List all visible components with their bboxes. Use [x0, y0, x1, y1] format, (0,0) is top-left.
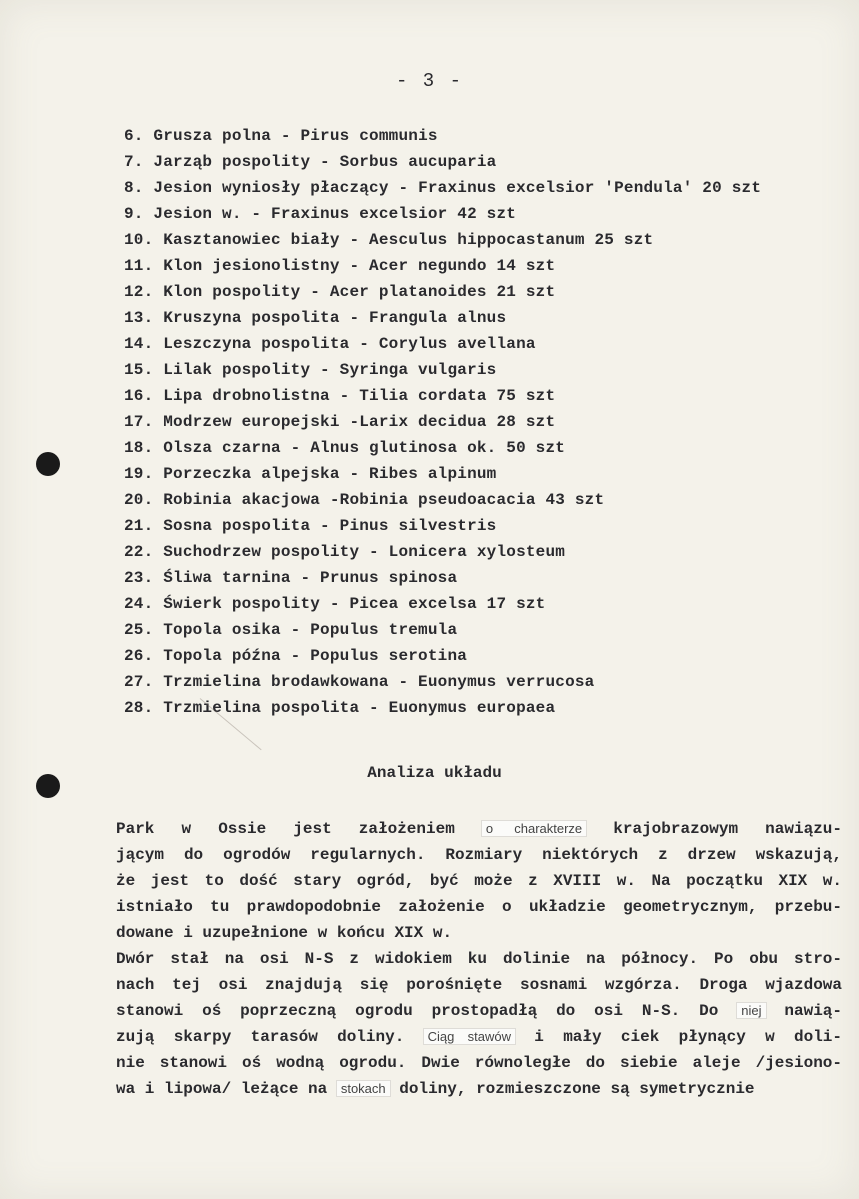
species-text: Trzmielina pospolita - Euonymus europaea [163, 699, 556, 717]
species-text: Lilak pospolity - Syringa vulgaris [163, 361, 497, 379]
species-number: 8. [124, 179, 144, 197]
species-number: 26. [124, 647, 154, 665]
species-number: 27. [124, 673, 154, 691]
pasted-correction: stokach [337, 1081, 390, 1096]
text-line: nie stanowi oś wodną ogrodu. Dwie równoległe do siebie aleje /jesiono- [116, 1054, 842, 1072]
text-line [116, 1024, 842, 1050]
text-segment: krajobrazowym nawiązu- [586, 820, 842, 838]
species-item [124, 539, 761, 565]
species-item [124, 487, 761, 513]
species-text: Świerk pospolity - Picea excelsa 17 szt [163, 595, 546, 613]
species-number: 19. [124, 465, 154, 483]
species-text: Trzmielina brodawkowana - Euonymus verrucosa [163, 673, 595, 691]
text-segment: nawią- [765, 1002, 842, 1020]
species-text: Robinia akacjowa -Robinia pseudoacacia 43 szt [163, 491, 605, 509]
text-segment: Park w Ossie jest założeniem [116, 820, 482, 838]
species-list [124, 123, 761, 721]
species-number: 17. [124, 413, 154, 431]
species-text: Suchodrzew pospolity - Lonicera xylosteum [163, 543, 566, 561]
page-number: - 3 - [395, 70, 463, 92]
text-segment: stanowi oś poprzeczną ogrodu prostopadłą do osi N-S. Do [116, 1002, 738, 1020]
species-number: 22. [124, 543, 154, 561]
species-number: 12. [124, 283, 154, 301]
species-item [124, 123, 761, 149]
text-line [116, 1076, 842, 1102]
species-number: 6. [124, 127, 144, 145]
pasted-correction: niej [737, 1003, 765, 1018]
species-item [124, 435, 761, 461]
species-number: 21. [124, 517, 154, 535]
species-text: Porzeczka alpejska - Ribes alpinum [163, 465, 497, 483]
species-item [124, 643, 761, 669]
species-number: 11. [124, 257, 154, 275]
species-text: Olsza czarna - Alnus glutinosa ok. 50 szt [163, 439, 566, 457]
species-item [124, 357, 761, 383]
text-segment: zują skarpy tarasów doliny. [116, 1028, 424, 1046]
text-line: istniało tu prawdopodobnie założenie o układzie geometrycznym, przebu- [116, 898, 842, 916]
species-number: 13. [124, 309, 154, 327]
species-text: Kruszyna pospolita - Frangula alnus [163, 309, 507, 327]
species-item [124, 591, 761, 617]
species-number: 28. [124, 699, 154, 717]
species-item [124, 695, 761, 721]
species-number: 16. [124, 387, 154, 405]
species-text: Jesion w. - Fraxinus excelsior 42 szt [153, 205, 517, 223]
text-segment: doliny, rozmieszczone są symetrycznie [389, 1080, 755, 1098]
text-line: jącym do ogrodów regularnych. Rozmiary niektórych z drzew wskazują, [116, 846, 842, 864]
section-heading: Analiza układu [367, 764, 502, 782]
species-number: 25. [124, 621, 154, 639]
species-item [124, 201, 761, 227]
species-text: Leszczyna pospolita - Corylus avellana [163, 335, 536, 353]
species-text: Topola osika - Populus tremula [163, 621, 458, 639]
species-item [124, 305, 761, 331]
species-number: 7. [124, 153, 144, 171]
species-item [124, 461, 761, 487]
text-line: że jest to dość stary ogród, być może z XVIII w. Na początku XIX w. [116, 872, 842, 890]
species-item [124, 513, 761, 539]
species-number: 14. [124, 335, 154, 353]
species-item [124, 669, 761, 695]
species-number: 9. [124, 205, 144, 223]
paragraph-1 [116, 816, 842, 946]
species-number: 10. [124, 231, 154, 249]
text-line: dowane i uzupełnione w końcu XIX w. [116, 924, 453, 942]
species-item [124, 227, 761, 253]
species-text: Modrzew europejski -Larix decidua 28 szt [163, 413, 556, 431]
species-text: Jarząb pospolity - Sorbus aucuparia [153, 153, 497, 171]
species-item [124, 175, 761, 201]
text-line [116, 998, 842, 1024]
species-text: Jesion wyniosły płaczący - Fraxinus excelsior 'Pendula' 20 szt [153, 179, 762, 197]
species-item [124, 253, 761, 279]
species-item [124, 331, 761, 357]
species-number: 23. [124, 569, 154, 587]
text-segment: wa i lipowa/ leżące na [116, 1080, 337, 1098]
species-text: Sosna pospolita - Pinus silvestris [163, 517, 497, 535]
pasted-correction: o charakterze [482, 821, 586, 836]
species-number: 20. [124, 491, 154, 509]
punch-hole [36, 774, 60, 798]
species-text: Klon jesionolistny - Acer negundo 14 szt [163, 257, 556, 275]
punch-hole [36, 452, 60, 476]
pasted-correction: Ciąg stawów [424, 1029, 515, 1044]
species-number: 18. [124, 439, 154, 457]
species-text: Klon pospolity - Acer platanoides 21 szt [163, 283, 556, 301]
species-item [124, 383, 761, 409]
paragraph-2 [116, 946, 842, 1102]
species-text: Lipa drobnolistna - Tilia cordata 75 szt [163, 387, 556, 405]
text-segment: i mały ciek płynący w doli- [515, 1028, 843, 1046]
species-number: 24. [124, 595, 154, 613]
species-number: 15. [124, 361, 154, 379]
species-item [124, 279, 761, 305]
species-item [124, 617, 761, 643]
text-line: Dwór stał na osi N-S z widokiem ku dolinie na północy. Po obu stro- [116, 950, 842, 968]
text-line: nach tej osi znajdują się porośnięte sosnami wzgórza. Droga wjazdowa [116, 976, 842, 994]
species-text: Grusza polna - Pirus communis [153, 127, 438, 145]
species-item [124, 565, 761, 591]
species-text: Śliwa tarnina - Prunus spinosa [163, 569, 458, 587]
species-item [124, 409, 761, 435]
text-line [116, 816, 842, 842]
species-text: Topola późna - Populus serotina [163, 647, 468, 665]
species-item [124, 149, 761, 175]
species-text: Kasztanowiec biały - Aesculus hippocastanum 25 szt [163, 231, 654, 249]
